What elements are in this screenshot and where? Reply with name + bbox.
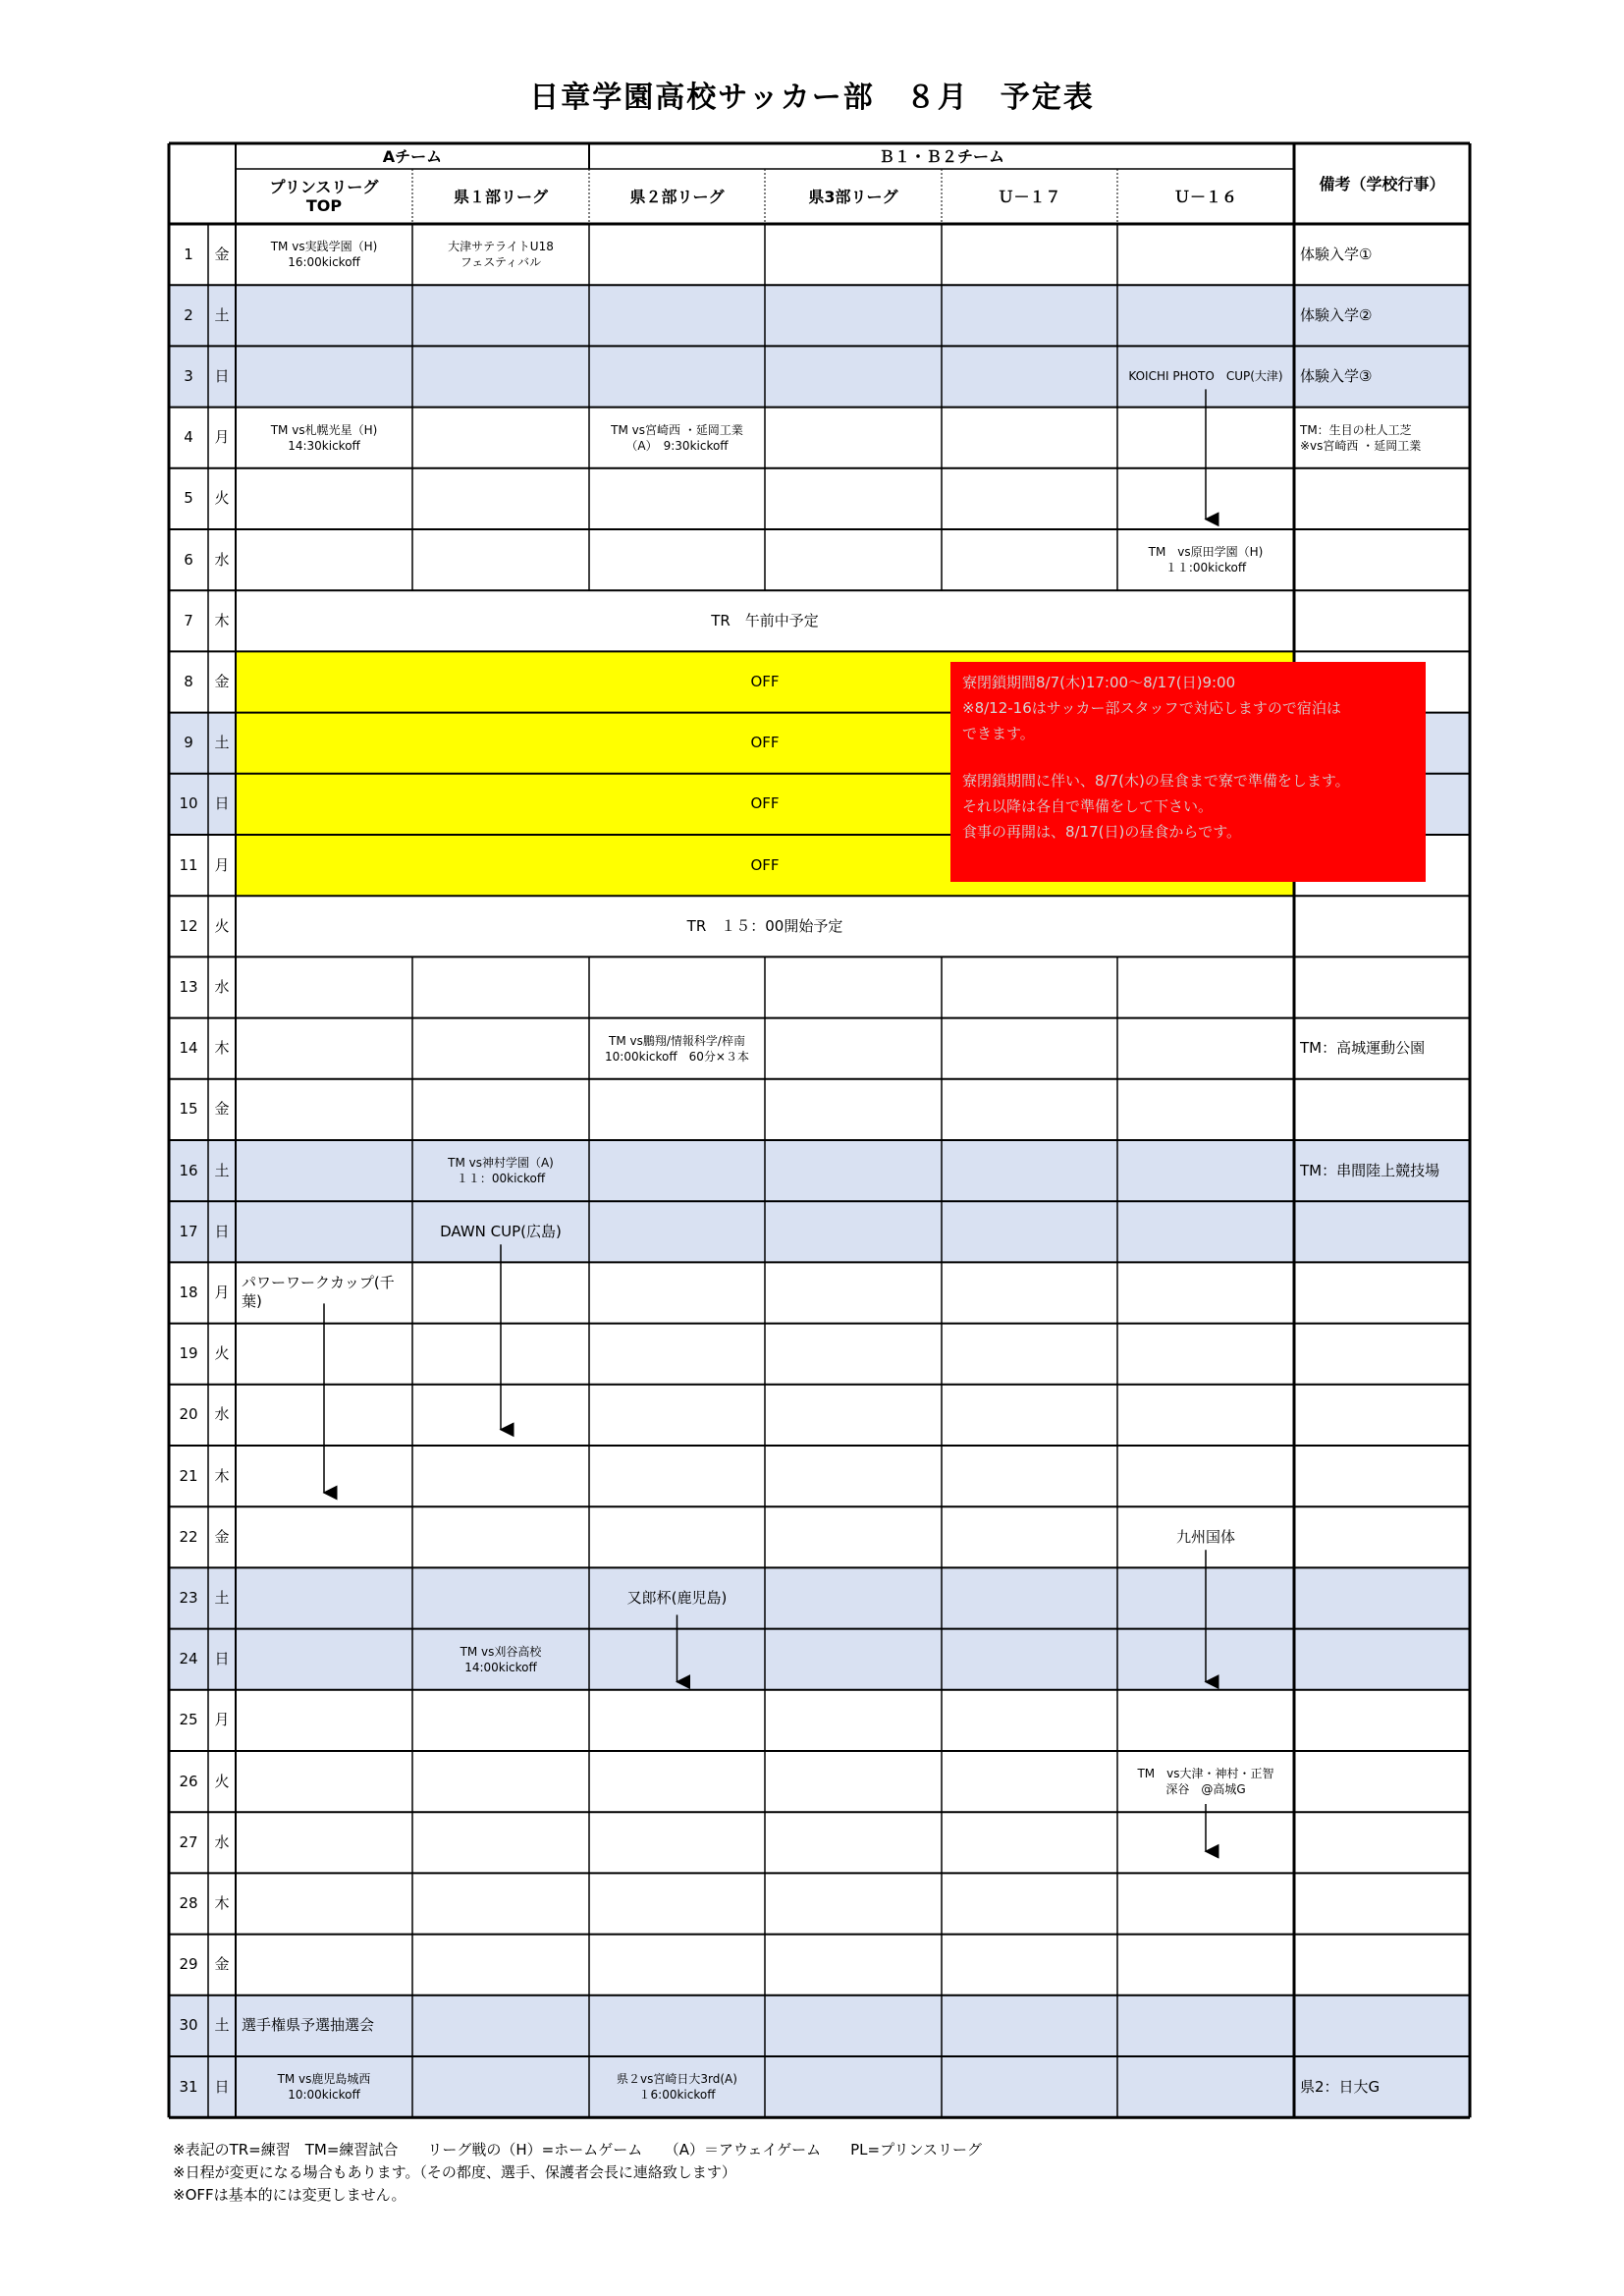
schedule-cell: TM vs札幌光星（H) 14:30kickoff xyxy=(270,422,378,453)
schedule-cell: TM vs神村学園（A) １１：00kickoff xyxy=(412,1140,589,1201)
notice-line: できます。 xyxy=(962,725,1035,742)
footnote: ※表記のTR=練習 TM=練習試合 リーグ戦の（H）=ホームゲーム （A）＝アウェイゲーム PL=プリンスリーグ xyxy=(173,2141,983,2159)
day-number: 29 xyxy=(179,1955,198,1974)
day-of-week: 日 xyxy=(208,1629,236,1690)
day-number: 25 xyxy=(179,1711,198,1729)
day-of-week: 日 xyxy=(208,2056,236,2117)
day-number: 4 xyxy=(184,428,193,447)
note-cell: 体験入学③ xyxy=(1294,346,1470,407)
schedule-cell: KOICHI PHOTO CUP(大津) xyxy=(1117,346,1294,407)
day-number: 15 xyxy=(179,1100,198,1119)
footnote: ※OFFは基本的には変更しません。 xyxy=(173,2186,406,2204)
day-of-week: 金 xyxy=(214,245,230,263)
day-number: 27 xyxy=(179,1832,198,1851)
column-header: Ｕ－１７ xyxy=(998,187,1061,206)
column-header: 県3部リーグ xyxy=(808,187,898,206)
schedule-cell: TM vs鵬翔/情報科学/梓南 10:00kickoff 60分×３本 xyxy=(605,1033,749,1064)
schedule-cell: TM vs実践学園（H) 16:00kickoff xyxy=(270,240,378,270)
day-number: 16 xyxy=(169,1140,208,1201)
day-number: 21 xyxy=(179,1466,198,1485)
day-of-week: 土 xyxy=(208,1140,236,1201)
day-of-week: 火 xyxy=(214,916,230,935)
day-of-week: 土 xyxy=(208,1995,236,2056)
day-of-week: 金 xyxy=(214,1100,230,1119)
off-day-banner: OFF xyxy=(236,774,1294,835)
schedule-cell: 選手権県予選抽選会 xyxy=(236,1995,412,2056)
column-header: 県１部リーグ xyxy=(453,187,548,206)
day-number: 11 xyxy=(179,855,198,874)
note-cell: TM：串間陸上競技場 xyxy=(1294,1140,1470,1201)
day-number: 14 xyxy=(179,1039,198,1058)
day-number: 20 xyxy=(179,1405,198,1424)
day-of-week: 日 xyxy=(208,774,236,835)
day-of-week: 火 xyxy=(214,1772,230,1790)
day-of-week: 木 xyxy=(214,1039,230,1058)
note-cell: 県2：日大G xyxy=(1294,2056,1470,2117)
notice-line: ※8/12-16はサッカー部スタッフで対応しますので宿泊は xyxy=(962,699,1341,717)
day-number: 18 xyxy=(179,1283,198,1301)
day-number: 6 xyxy=(184,550,193,569)
notice-line: それ以降は各自で準備をして下さい。 xyxy=(962,797,1214,815)
schedule-cell: TM vs鹿児島城西 10:00kickoff xyxy=(236,2056,412,2117)
notes-column-header: 備考（学校行事） xyxy=(1319,174,1445,193)
day-number: 12 xyxy=(179,916,198,935)
day-of-week: 日 xyxy=(208,346,236,407)
day-number: 3 xyxy=(169,346,208,407)
day-number: 22 xyxy=(179,1527,198,1546)
day-of-week: 火 xyxy=(214,1344,230,1363)
schedule-cell: パワーワークカップ(千葉) xyxy=(242,1274,395,1311)
training-span-cell: TR 午前中予定 xyxy=(711,611,819,629)
day-of-week: 水 xyxy=(214,977,230,996)
column-header: プリンスリーグ TOP xyxy=(269,178,379,215)
schedule-cell: TM vs大津・神村・正智 深谷 @高城G xyxy=(1137,1767,1274,1797)
notice-block-2 xyxy=(962,768,1414,845)
column-header: Ｕ－１６ xyxy=(1173,187,1237,206)
notice-line: 寮閉鎖期間8/7(木)17:00～8/17(日)9:00 xyxy=(962,674,1236,691)
schedule-cell: TM vs刈谷高校 14:00kickoff xyxy=(412,1629,589,1690)
schedule-cell: 県２vs宮崎日大3rd(A) １6:00kickoff xyxy=(589,2056,765,2117)
day-number: 24 xyxy=(169,1629,208,1690)
day-of-week: 土 xyxy=(208,285,236,346)
footnote: ※日程が変更になる場合もあります。（その都度、選手、保護者会長に連絡致します） xyxy=(173,2163,736,2181)
note-cell: 体験入学① xyxy=(1300,245,1373,263)
off-day-banner: OFF xyxy=(236,835,1294,896)
schedule-cell: TM vs宮崎西 ・延岡工業 （A） 9:30kickoff xyxy=(611,422,743,453)
day-number: 7 xyxy=(184,611,193,629)
day-of-week: 月 xyxy=(214,855,230,874)
day-number: 31 xyxy=(169,2056,208,2117)
day-of-week: 月 xyxy=(214,1283,230,1301)
day-of-week: 水 xyxy=(214,1832,230,1851)
day-of-week: 土 xyxy=(208,713,236,774)
day-number: 8 xyxy=(184,672,193,690)
day-number: 26 xyxy=(179,1772,198,1790)
schedule-cell: 九州国体 xyxy=(1175,1527,1235,1546)
schedule-cell: DAWN CUP(広島) xyxy=(412,1201,589,1262)
day-of-week: 金 xyxy=(214,672,230,690)
notice-block-1 xyxy=(962,670,1414,746)
column-header: 県２部リーグ xyxy=(629,187,725,206)
day-of-week: 月 xyxy=(214,1711,230,1729)
schedule-cell: 大津サテライトU18 フェスティバル xyxy=(448,240,554,270)
day-number: 2 xyxy=(169,285,208,346)
note-cell: 体験入学② xyxy=(1294,285,1470,346)
day-number: 30 xyxy=(169,1995,208,2056)
day-number: 13 xyxy=(179,977,198,996)
day-number: 9 xyxy=(169,713,208,774)
note-cell: TM：高城運動公園 xyxy=(1300,1039,1426,1058)
off-day-banner: OFF xyxy=(236,651,1294,712)
day-of-week: 木 xyxy=(214,611,230,629)
footnotes xyxy=(173,2139,982,2207)
day-of-week: 水 xyxy=(214,550,230,569)
day-number: 23 xyxy=(169,1567,208,1628)
day-of-week: 金 xyxy=(214,1527,230,1546)
day-number: 19 xyxy=(179,1344,198,1363)
day-of-week: 土 xyxy=(208,1567,236,1628)
day-number: 1 xyxy=(184,245,193,263)
day-number: 17 xyxy=(169,1201,208,1262)
off-day-banner: OFF xyxy=(236,713,1294,774)
day-of-week: 日 xyxy=(208,1201,236,1262)
day-number: 5 xyxy=(184,489,193,508)
day-of-week: 月 xyxy=(214,428,230,447)
day-of-week: 木 xyxy=(214,1466,230,1485)
dorm-closure-notice xyxy=(950,662,1426,882)
schedule-cell: TM vs原田学園（H) １１:00kickoff xyxy=(1148,545,1264,575)
training-span-cell: TR １５：00開始予定 xyxy=(686,916,843,935)
page-title: 日章学園高校サッカー部 ８月 予定表 xyxy=(529,81,1095,115)
team-b-header: Ｂ１・Ｂ２チーム xyxy=(878,146,1004,166)
notice-line: 寮閉鎖期間に伴い、8/7(木)の昼食まで寮で準備をします。 xyxy=(962,772,1350,790)
day-of-week: 金 xyxy=(214,1955,230,1974)
team-a-header: Aチーム xyxy=(382,146,443,166)
day-number: 10 xyxy=(169,774,208,835)
notice-line: 食事の再開は、8/17(日)の昼食からです。 xyxy=(962,823,1242,841)
day-of-week: 水 xyxy=(214,1405,230,1424)
day-of-week: 火 xyxy=(214,489,230,508)
schedule-cell: 又郎杯(鹿児島) xyxy=(589,1567,765,1628)
note-cell: TM：生目の杜人工芝 ※vs宮崎西 ・延岡工業 xyxy=(1300,422,1422,453)
day-number: 28 xyxy=(179,1893,198,1912)
day-of-week: 木 xyxy=(214,1893,230,1912)
